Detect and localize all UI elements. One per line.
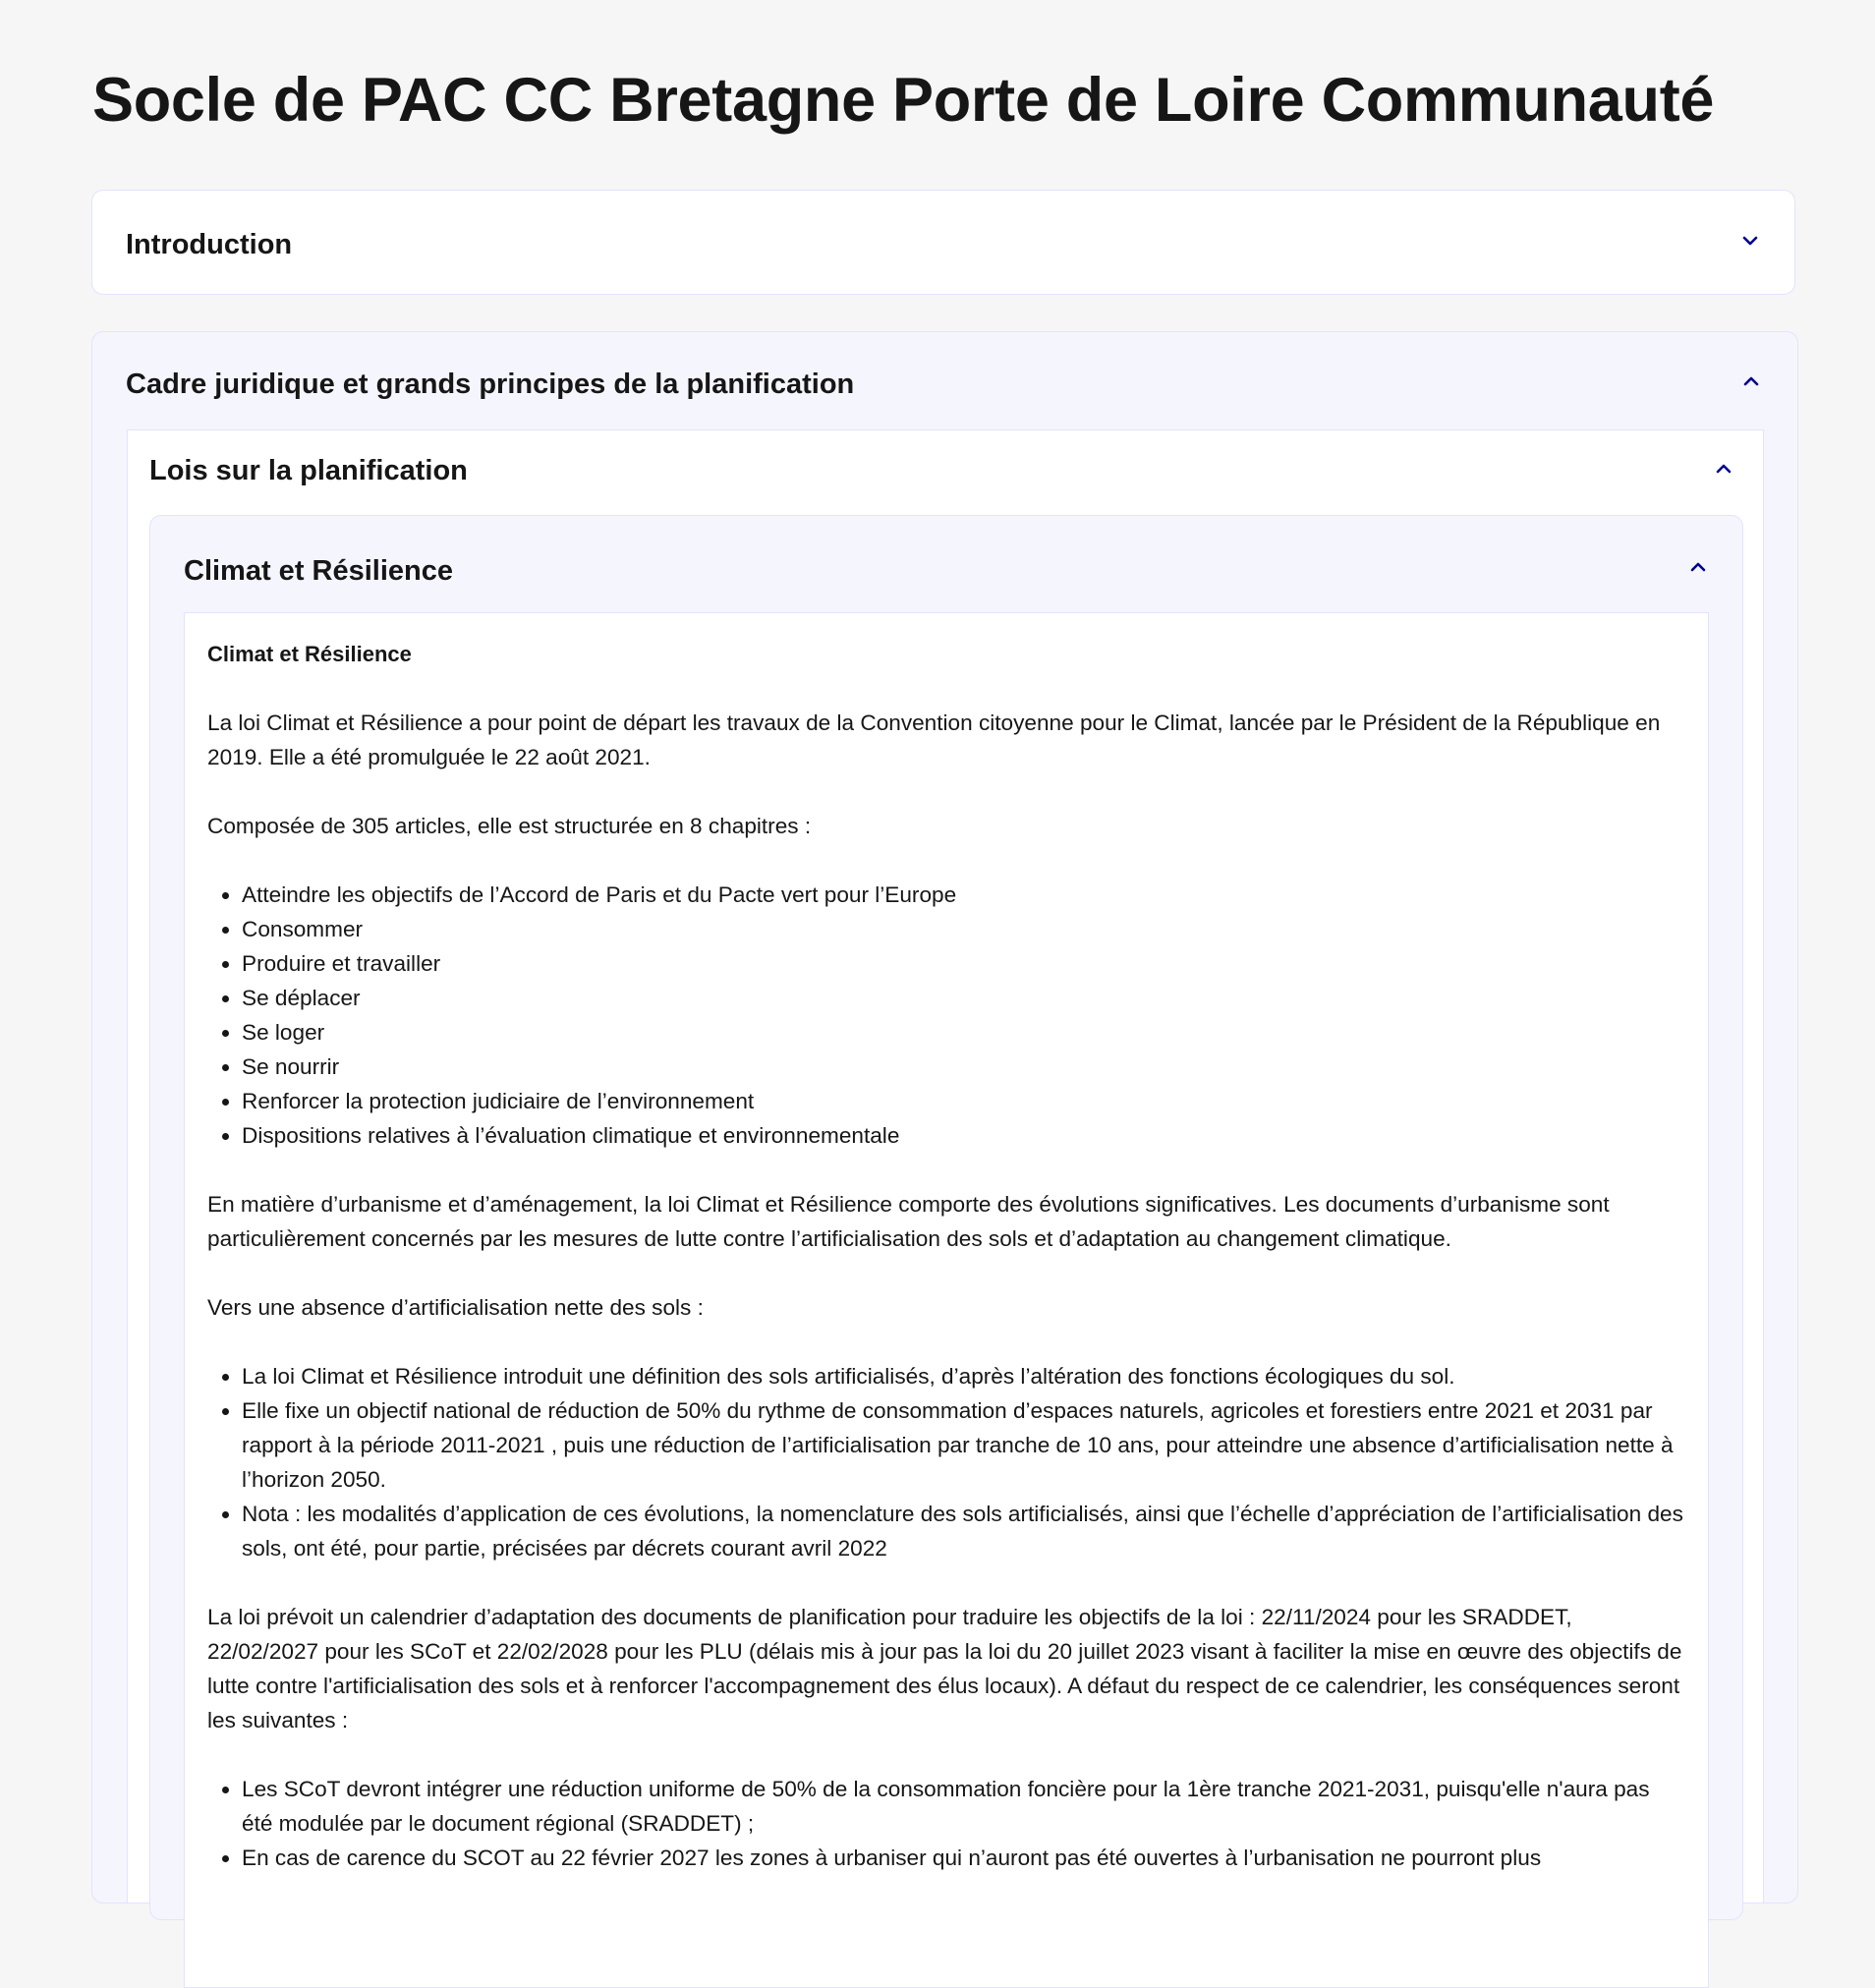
content-heading: Climat et Résilience (207, 642, 412, 666)
page-title: Socle de PAC CC Bretagne Porte de Loire Communauté (92, 66, 1715, 135)
chapters-list (207, 878, 1686, 1153)
consequences-list (207, 1772, 1686, 1875)
list-item: • Se nourrir (242, 1050, 1686, 1084)
list-item: • Se loger (242, 1015, 1686, 1050)
accordion-climat-resilience (149, 515, 1743, 1920)
content-paragraph: En matière d’urbanisme et d’aménagement, la loi Climat et Résilience comporte des évolutions significatives. Les documents d’urbanisme sont particulièrement concernés par les mesures de lutte contre l’artificialisation des sols et d’adaptation au changement climatique. (207, 1192, 1610, 1251)
list-item: • Consommer (242, 912, 1686, 946)
list-item: • Elle fixe un objectif national de réduction de 50% du rythme de consommation d’espaces naturels, agricoles et forestiers entre 2021 et 2031 par rapport à la période 2011-2021 , puis une réduction de l’artificialisation par tranche de 10 ans, pour atteindre une absence d’artificialisation nette à l’horizon 2050. (242, 1393, 1686, 1497)
accordion-lois-planification (127, 429, 1764, 1903)
list-item: • Dispositions relatives à l’évaluation climatique et environnementale (242, 1118, 1686, 1153)
accordion-climat-resilience-label[interactable]: Climat et Résilience (184, 555, 453, 587)
zan-list (207, 1359, 1686, 1565)
content-paragraph: La loi Climat et Résilience a pour point de départ les travaux de la Convention citoyenne pour le Climat, lancée par le Président de la République en 2019. Elle a été promulguée le 22 août 2021. (207, 710, 1661, 769)
accordion-introduction[interactable] (91, 190, 1795, 295)
accordion-introduction-label: Introduction (126, 229, 293, 260)
content-paragraph: Composée de 305 articles, elle est structurée en 8 chapitres : (207, 814, 812, 838)
chevron-up-icon[interactable] (1712, 457, 1735, 481)
chevron-up-icon[interactable] (1686, 555, 1710, 579)
accordion-content (184, 612, 1709, 1988)
chevron-down-icon[interactable] (1738, 229, 1762, 253)
accordion-cadre-juridique-label[interactable]: Cadre juridique et grands principes de la planification (126, 369, 855, 400)
list-item: • En cas de carence du SCOT au 22 février 2027 les zones à urbaniser qui n’auront pas été ouvertes à l’urbanisation ne pourront plus (242, 1841, 1686, 1875)
list-item: • Renforcer la protection judiciaire de l’environnement (242, 1084, 1686, 1118)
content-paragraph: Vers une absence d’artificialisation nette des sols : (207, 1295, 704, 1320)
list-item: • La loi Climat et Résilience introduit une définition des sols artificialisés, d’après l’altération des fonctions écologiques du sol. (242, 1359, 1686, 1393)
chevron-up-icon[interactable] (1739, 369, 1763, 393)
list-item: • Nota : les modalités d’application de ces évolutions, la nomenclature des sols artificialisés, ainsi que l’échelle d’appréciation de l’artificialisation des sols, ont été, pour partie, précisées par décrets courant avril 2022 (242, 1497, 1686, 1565)
list-item: • Atteindre les objectifs de l’Accord de Paris et du Pacte vert pour l’Europe (242, 878, 1686, 912)
accordion-cadre-juridique (91, 331, 1798, 1903)
list-item: • Produire et travailler (242, 946, 1686, 981)
content-paragraph: La loi prévoit un calendrier d’adaptation des documents de planification pour traduire les objectifs de la loi : 22/11/2024 pour les SRADDET, 22/02/2027 pour les SCoT et 22/02/2028 pour les PLU (délais mis à jour pas la loi du 20 juillet 2023 visant à faciliter la mise en œuvre des objectifs de lutte contre l'artificialisation des sols et à renforcer l'accompagnement des élus locaux). A défaut du respect de ce calendrier, les conséquences seront les suivantes : (207, 1605, 1682, 1732)
accordion-lois-planification-label[interactable]: Lois sur la planification (149, 455, 468, 486)
list-item: • Les SCoT devront intégrer une réduction uniforme de 50% de la consommation foncière pour la 1ère tranche 2021-2031, puisqu'elle n'aura pas été modulée par le document régional (SRADDET) ; (242, 1772, 1686, 1841)
list-item: • Se déplacer (242, 981, 1686, 1015)
